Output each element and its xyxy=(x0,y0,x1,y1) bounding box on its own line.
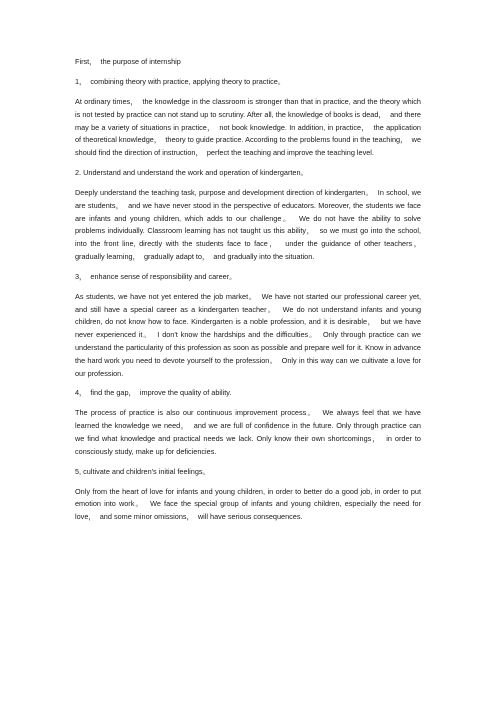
section-4-heading: 4， find the gap， improve the quality of ability. xyxy=(75,388,232,398)
document-title: First， the purpose of internship xyxy=(75,57,181,66)
section-1-paragraph: At ordinary times， the knowledge in the classroom is stronger than that in practice, and the theory which is not tested by practice can not stand up to scrutiny. After all, the knowledge of books is dead， and there may be a variety of situations in practice， not book knowledge. In addition, in practice， the application of theoretical knowledge， theory to guide practice. According to the problems found in the teaching， we should find the direction of instruction， perfect the teaching and improve the teaching level. xyxy=(75,97,424,158)
section-3-paragraph: As students, we have not yet entered the job market。 We have not started our professional career yet, and still have a special career as a kindergarten teacher。 We do not understand infants and young children, do not know how to face. Kindergarten is a noble profession, and it is desirable， but we have never experienced it。 I don't know the hardships and the difficulties。 Only through practice can we understand the particularity of this profession as soon as possible and prepare well for it. Know in advance the hard work you need to devote yourself to the profession。 Only in this way can we cultivate a love for our profession. xyxy=(75,291,424,378)
section-2-paragraph: Deeply understand the teaching task, purpose and development direction of kindergarten。 In school, we are students， and we have never stood in the perspective of educators. Moreover, the students we face are infants and young children, which adds to our challenge。 We do not have the ability to solve problems individually. Classroom learning has not taught us this ability， so we must go into the school, into the front line, directly with the students face to face， under the guidance of other teachers， gradually learning， gradually adapt to， and gradually into the situation. xyxy=(75,187,426,261)
document-page xyxy=(75,56,426,531)
section-5-heading: 5, cultivate and children's initial feelings。 xyxy=(75,466,210,476)
section-4-paragraph: The process of practice is also our continuous improvement process。 We always feel that we have learned the knowledge we need， and we are full of confidence in the future. Only through practice can we find what knowledge and practical needs we lack. Only know their own shortcomings， in order to consciously study, make up for deficiencies. xyxy=(75,408,424,456)
section-2-heading: 2. Understand and understand the work and operation of kindergarten。 xyxy=(75,167,308,177)
section-1-heading: 1， combining theory with practice, applying theory to practice。 xyxy=(75,77,286,86)
section-5-paragraph: Only from the heart of love for infants and young children, in order to better do a good job, in order to put emotion into work。 We face the special group of infants and young children, especially the need for love， and some minor omissions， will have serious consequences. xyxy=(75,486,424,522)
section-3-heading: 3， enhance sense of responsibility and career。 xyxy=(75,271,237,281)
